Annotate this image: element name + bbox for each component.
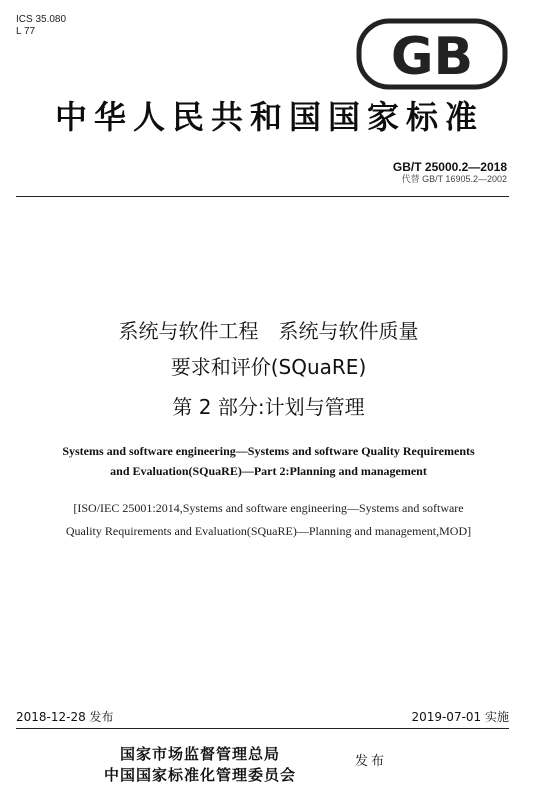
footer-divider — [16, 728, 509, 729]
classification-codes — [16, 14, 66, 38]
publish-label: 发布 — [355, 754, 388, 769]
ccs-code: L 77 — [16, 26, 36, 37]
header-divider — [16, 196, 509, 197]
gb-logo-icon — [356, 18, 508, 90]
iso-reference-line1: [ISO/IEC 25001:2014,Systems and software engineering—Systems and software — [73, 501, 464, 515]
title-en-line1: Systems and software engineering—Systems and software Quality Requirements — [62, 444, 475, 458]
issuer-line1: 国家市场监督管理总局 — [119, 745, 280, 763]
title-en-line2: and Evaluation(SQuaRE)—Part 2:Planning and management — [110, 464, 427, 478]
title-zh-line2: 要求和评价(SQuaRE) — [170, 355, 367, 379]
iso-reference-line2: Quality Requirements and Evaluation(SQuaRE)—Planning and management,MOD] — [65, 524, 472, 538]
replaces-standard: 代替 GB/T 16905.2—2002 — [401, 174, 507, 184]
title-zh-line3: 第 2 部分:计划与管理 — [172, 395, 365, 419]
issuer-line2: 中国国家标准化管理委员会 — [103, 766, 296, 784]
gb-logo — [356, 18, 508, 90]
logo-text: GB — [390, 27, 474, 87]
ics-code: ICS 35.080 — [16, 14, 67, 25]
title-zh-line1: 系统与软件工程 系统与软件质量 — [118, 319, 419, 343]
implemented-date: 2019-07-01 实施 — [411, 710, 509, 724]
issued-date: 2018-12-28 发布 — [16, 710, 114, 724]
standard-number: GB/T 25000.2—2018 — [392, 160, 507, 174]
national-standard-title: 中华人民共和国国家标准 — [54, 98, 484, 136]
